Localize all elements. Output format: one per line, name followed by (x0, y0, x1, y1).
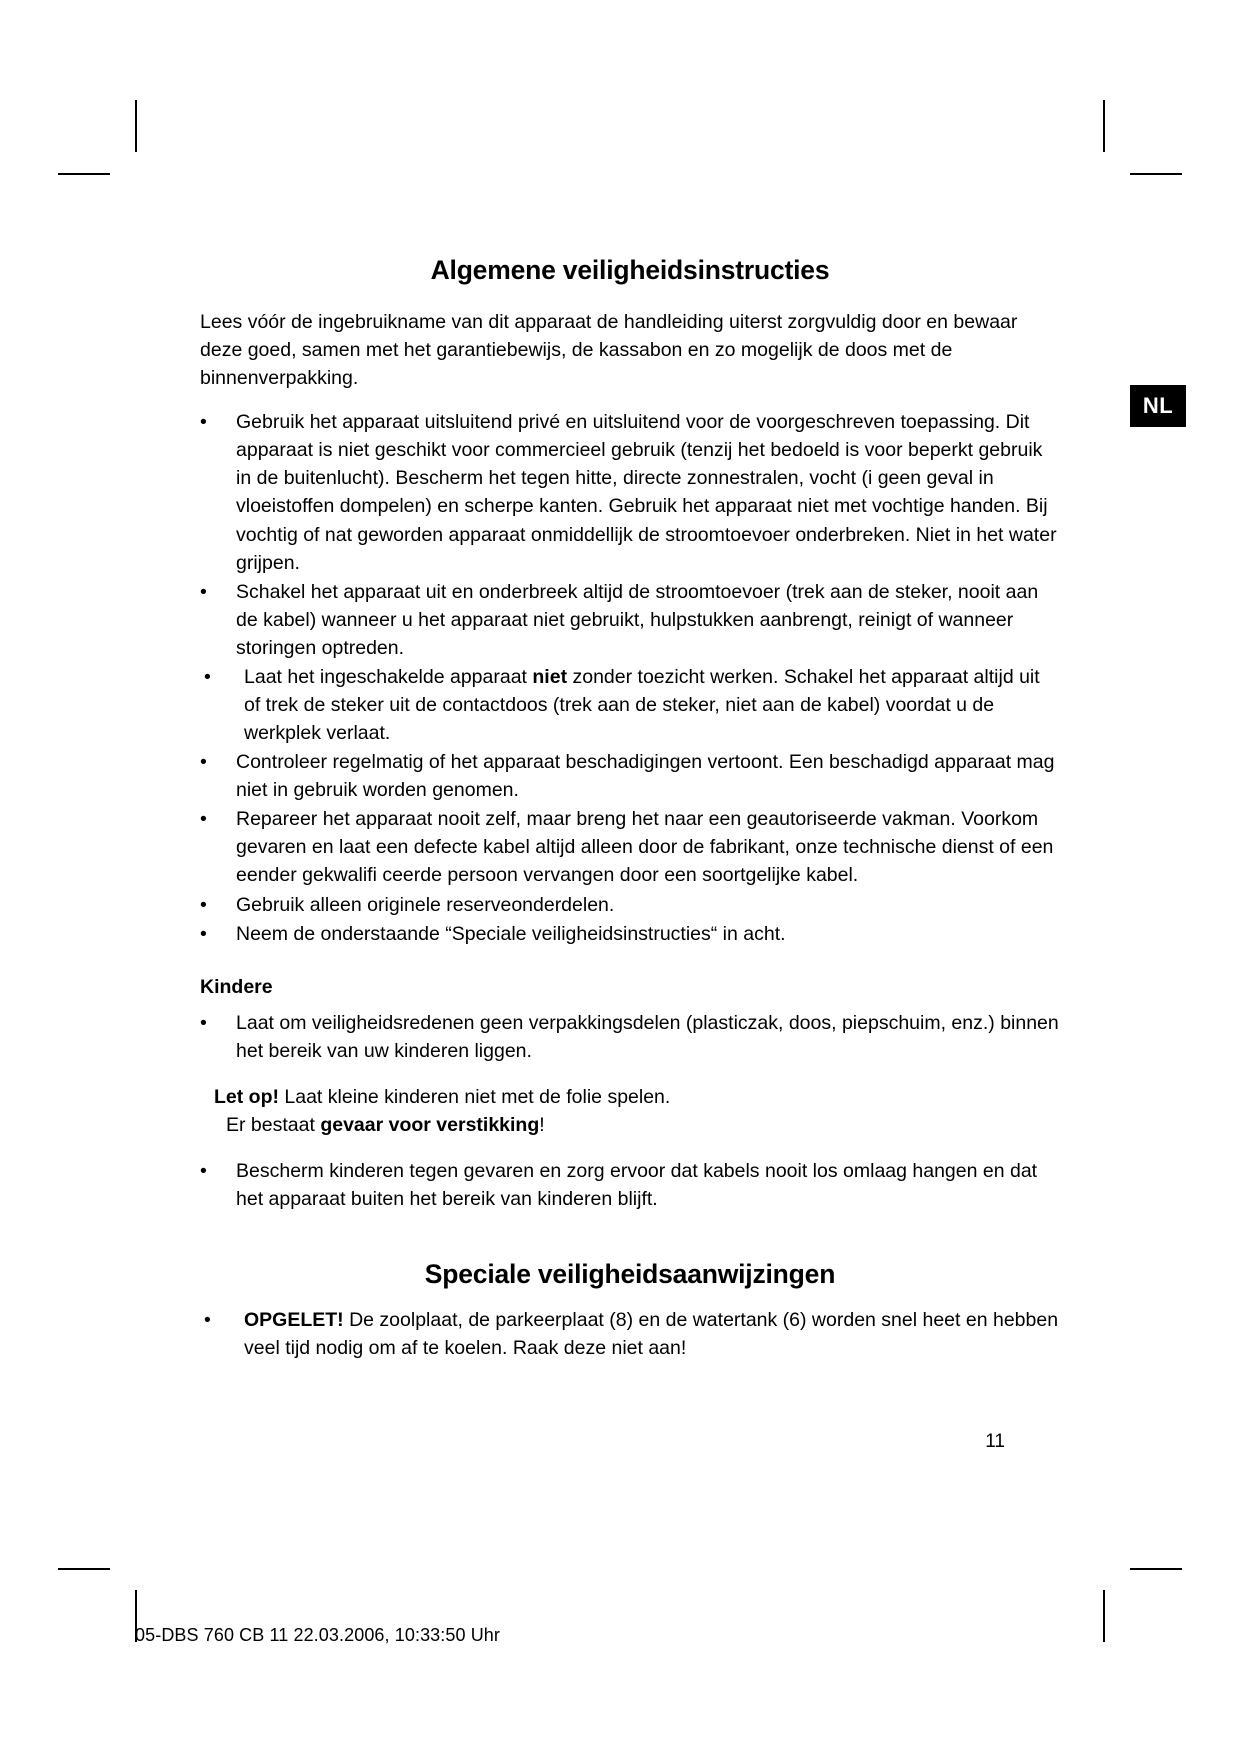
bullet-glyph: • (200, 411, 207, 434)
list-item-text-post: zonder toezicht werken. Schakel het apparaat altijd uit of trek de steker uit de contactdoos (trek aan de steker, niet aan de kabel) voordat u de werkplek verlaat. (244, 665, 1040, 745)
list-item (200, 920, 1060, 948)
warning-note-text: Laat kleine kinderen niet met de folie spelen. (278, 1085, 671, 1108)
list-item-text: Gebruik alleen originele reserveonderdelen. (236, 893, 615, 916)
warning-note-line2-bold: gevaar voor verstikking (320, 1113, 540, 1136)
language-tab: NL (1130, 385, 1186, 427)
warning-note-label: Let op! (214, 1085, 279, 1108)
list-item-text: Repareer het apparaat nooit zelf, maar breng het naar een geautoriseerde vakman. Voorkom gevaren en laat een defecte kabel altijd alleen door de fabrikant, onze technische dienst of een eender gekwalifi ceerde persoon vervangen door een soortgelijke kabel. (236, 808, 1054, 887)
bullet-glyph: • (204, 1309, 211, 1332)
page-content (200, 255, 1060, 1453)
list-item (200, 1157, 1060, 1213)
list-item-text: Laat om veiligheidsredenen geen verpakkingsdelen (plasticzak, doos, piepschuim, enz.) binnen het bereik van uw kinderen liggen. (236, 1011, 1059, 1062)
list-item (200, 748, 1060, 804)
bullet-glyph: • (200, 808, 207, 831)
crop-mark-top-right-vertical (1103, 100, 1105, 152)
warning-note-line2-post: ! (539, 1113, 545, 1136)
list-item-text-bold: niet (532, 665, 568, 688)
list-item-text: Gebruik het apparaat uitsluitend privé en uitsluitend voor de voorgeschreven toepassing. Dit apparaat is niet geschikt voor commercieel gebruik (tenzij het bedoeld is voor beperkt gebruik in de buitenlucht). Bescherm het tegen hitte, directe zonnestralen, vocht (i geen geval in vloeistoffen dompelen) en scherpe kanten. Gebruik het apparaat niet met vochtige handen. Bij vochtig of nat geworden apparaat onmiddellijk de stroomtoevoer onderbreken. Niet in het water grijpen. (236, 411, 1057, 574)
list-item-text: Neem de onderstaande “Speciale veiligheidsinstructies“ in acht. (236, 922, 786, 945)
page-title: Algemene veiligheidsinstructies (430, 255, 830, 285)
list-item-text: Schakel het apparaat uit en onderbreek altijd de stroomtoevoer (trek aan de steker, nooit aan de kabel) wanneer u het apparaat niet gebruikt, hulpstukken aanbrengt, reinigt of wanneer storingen optreden. (236, 580, 1039, 659)
list-item (200, 578, 1060, 662)
list-item-text: Bescherm kinderen tegen gevaren en zorg ervoor dat kabels nooit los omlaag hangen en dat het apparaat buiten het bereik van kinderen blijft. (236, 1160, 1038, 1211)
children-safety-list (200, 1009, 1060, 1065)
list-item-text: Controleer regelmatig of het apparaat beschadigingen vertoont. Een beschadigd apparaat mag niet in gebruik worden genomen. (236, 751, 1055, 802)
warning-note-second-line (226, 1111, 1060, 1139)
warning-note-line2-pre: Er bestaat (226, 1113, 321, 1136)
warning-note (214, 1083, 1060, 1139)
bullet-glyph: • (200, 580, 207, 603)
list-item (200, 891, 1060, 919)
crop-mark-bottom-left-horizontal (58, 1568, 110, 1570)
list-item (200, 408, 1060, 576)
crop-mark-top-left-vertical (135, 100, 137, 152)
bullet-glyph: • (200, 922, 207, 945)
bullet-glyph: • (200, 1160, 207, 1183)
bullet-glyph: • (204, 665, 211, 688)
bullet-glyph: • (200, 893, 207, 916)
crop-mark-top-left-horizontal (58, 173, 110, 175)
print-footer: 05-DBS 760 CB 11 22.03.2006, 10:33:50 Uhr (135, 1625, 501, 1645)
crop-mark-bottom-right-vertical (1103, 1590, 1105, 1642)
special-safety-title: Speciale veiligheidsaanwijzingen (424, 1259, 836, 1290)
children-subheading: Kindere (200, 975, 273, 998)
page-number: 11 (985, 1431, 1005, 1453)
crop-mark-top-right-horizontal (1130, 173, 1182, 175)
list-item (200, 1009, 1060, 1065)
crop-mark-bottom-right-horizontal (1130, 1568, 1182, 1570)
intro-paragraph: Lees vóór de ingebruikname van dit apparaat de handleiding uiterst zorgvuldig door en bewaar deze goed, samen met het garantiebewijs, de kassabon en zo mogelijk de doos met de binnenverpakking. (200, 311, 1018, 390)
bullet-glyph: • (200, 751, 207, 774)
special-safety-list (200, 1306, 1060, 1362)
list-item-text: De zoolplaat, de parkeerplaat (8) en de watertank (6) worden snel heet en hebben veel tijd nodig om af te koelen. Raak deze niet aan! (244, 1309, 1059, 1360)
list-item (200, 805, 1060, 889)
list-item (200, 663, 1060, 747)
children-safety-list-continued (200, 1157, 1060, 1213)
list-item-text-bold: OPGELET! (244, 1309, 344, 1332)
bullet-glyph: • (200, 1011, 207, 1034)
general-safety-list (200, 408, 1060, 947)
list-item (200, 1306, 1060, 1362)
list-item-text-pre: Laat het ingeschakelde apparaat (244, 665, 533, 688)
